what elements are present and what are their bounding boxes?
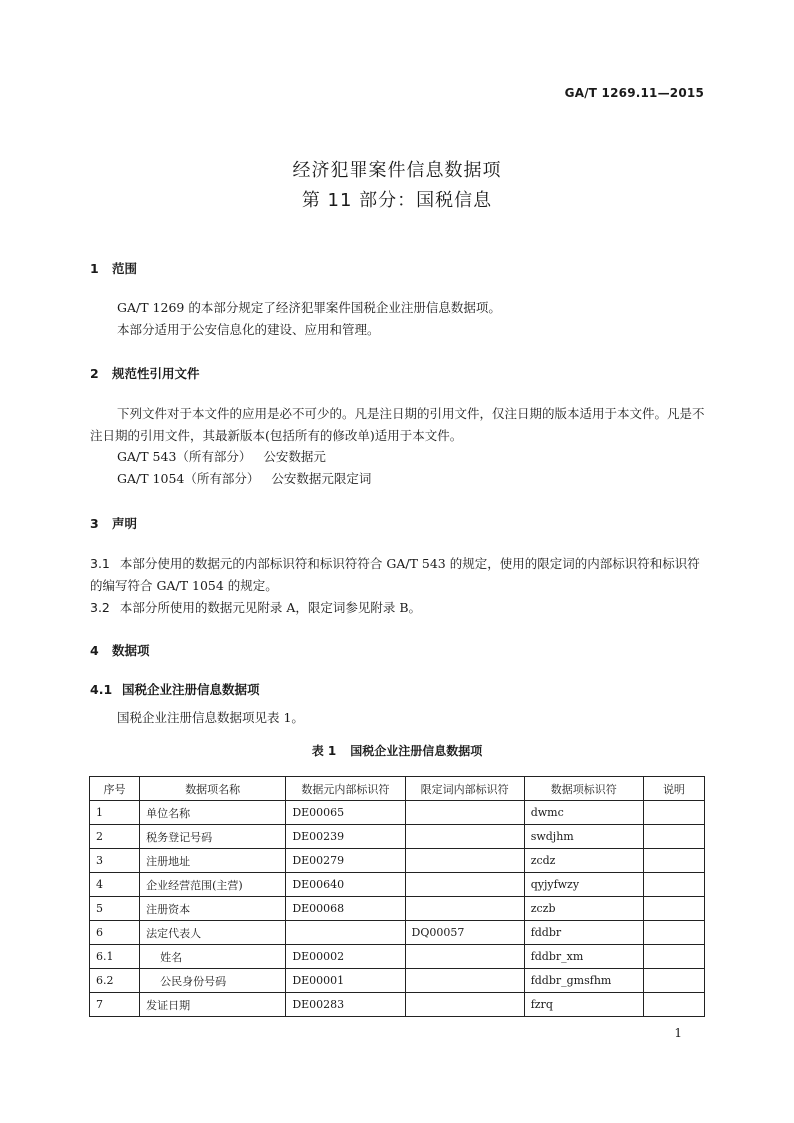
cell-seq: 1 <box>90 801 140 825</box>
cell-note <box>643 945 704 969</box>
table-row <box>90 873 705 897</box>
document-title: 经济犯罪案件信息数据项 <box>292 160 502 181</box>
cell-dq <box>405 993 524 1017</box>
column-header: 序号 <box>90 777 140 801</box>
cell-dq <box>405 945 524 969</box>
clause-3-2 <box>90 597 705 619</box>
cell-name: 企业经营范围(主营) <box>140 873 286 897</box>
cell-seq: 7 <box>90 993 140 1017</box>
cell-name: 税务登记号码 <box>140 825 286 849</box>
subsection-4-1-heading <box>90 680 260 698</box>
column-header: 数据项名称 <box>140 777 286 801</box>
cell-name: 公民身份号码 <box>140 969 286 993</box>
cell-name: 姓名 <box>140 945 286 969</box>
cell-dq <box>405 849 524 873</box>
clause-text: 本部分使用的数据元的内部标识符和标识符符合 GA/T 543 的规定，使用的限定词的内部标识符和标识符的编写符合 GA/T 1054 的规定。 <box>90 556 700 593</box>
normative-reference <box>117 468 707 490</box>
cell-de: DE00065 <box>286 801 405 825</box>
reference-title: 公安数据元 <box>263 449 326 464</box>
column-header: 数据元内部标识符 <box>286 777 405 801</box>
section-number: 4.1 <box>90 682 113 697</box>
cell-seq: 4 <box>90 873 140 897</box>
section-number: 4 <box>90 643 99 658</box>
cell-id: zczb <box>524 897 643 921</box>
section-3-heading <box>90 514 137 532</box>
column-header: 说明 <box>643 777 704 801</box>
cell-seq: 6 <box>90 921 140 945</box>
section-title: 规范性引用文件 <box>112 366 200 381</box>
cell-note <box>643 873 704 897</box>
cell-de: DE00283 <box>286 993 405 1017</box>
reference-code: GA/T 1054（所有部分） <box>117 471 260 486</box>
cell-de <box>286 921 405 945</box>
table-caption <box>0 742 794 759</box>
section-number: 3 <box>90 516 99 531</box>
table-row <box>90 825 705 849</box>
cell-note <box>643 825 704 849</box>
cell-seq: 2 <box>90 825 140 849</box>
cell-name: 法定代表人 <box>140 921 286 945</box>
cell-note <box>643 921 704 945</box>
section-title: 国税企业注册信息数据项 <box>122 682 260 697</box>
section-number: 1 <box>90 261 99 276</box>
cell-de: DE00640 <box>286 873 405 897</box>
cell-dq <box>405 897 524 921</box>
document-subtitle: 第 11 部分：国税信息 <box>301 190 493 211</box>
paragraph: 下列文件对于本文件的应用是必不可少的。凡是注日期的引用文件，仅注日期的版本适用于本文件。凡是不注日期的引用文件，其最新版本(包括所有的修改单)适用于本文件。 <box>90 406 705 443</box>
reference-title: 公安数据元限定词 <box>271 471 372 486</box>
cell-name: 发证日期 <box>140 993 286 1017</box>
section-title: 声明 <box>112 516 138 531</box>
section-title: 范围 <box>112 261 138 276</box>
table-caption-label: 表 1 <box>311 744 337 758</box>
paragraph: 本部分适用于公安信息化的建设、应用和管理。 <box>117 322 380 337</box>
section-2-heading <box>90 364 200 382</box>
page-number: 1 <box>674 1026 682 1040</box>
cell-id: zcdz <box>524 849 643 873</box>
table-row <box>90 897 705 921</box>
cell-note <box>643 849 704 873</box>
reference-code: GA/T 543（所有部分） <box>117 449 252 464</box>
cell-id: fddbr_gmsfhm <box>524 969 643 993</box>
cell-dq <box>405 969 524 993</box>
paragraph: GA/T 1269 的本部分规定了经济犯罪案件国税企业注册信息数据项。 <box>117 300 501 315</box>
clause-3-1 <box>90 553 705 597</box>
cell-id: fddbr_xm <box>524 945 643 969</box>
table-caption-title: 国税企业注册信息数据项 <box>350 744 483 758</box>
cell-de: DE00068 <box>286 897 405 921</box>
table-row <box>90 849 705 873</box>
cell-dq <box>405 825 524 849</box>
cell-id: swdjhm <box>524 825 643 849</box>
clause-number: 3.1 <box>90 556 110 571</box>
clause-number: 3.2 <box>90 600 110 615</box>
cell-note <box>643 993 704 1017</box>
cell-note <box>643 897 704 921</box>
table-row <box>90 801 705 825</box>
cell-de: DE00002 <box>286 945 405 969</box>
cell-id: fddbr <box>524 921 643 945</box>
table-row <box>90 945 705 969</box>
section-1-heading <box>90 259 137 277</box>
cell-de: DE00279 <box>286 849 405 873</box>
standard-code: GA/T 1269.11—2015 <box>564 86 704 100</box>
cell-seq: 6.1 <box>90 945 140 969</box>
cell-seq: 3 <box>90 849 140 873</box>
cell-id: dwmc <box>524 801 643 825</box>
cell-de: DE00239 <box>286 825 405 849</box>
table-row <box>90 921 705 945</box>
normative-reference <box>117 446 707 468</box>
cell-dq <box>405 873 524 897</box>
table-row <box>90 993 705 1017</box>
column-header: 数据项标识符 <box>524 777 643 801</box>
cell-de: DE00001 <box>286 969 405 993</box>
section-4-heading <box>90 641 150 659</box>
cell-name: 注册地址 <box>140 849 286 873</box>
clause-text: 本部分所使用的数据元见附录 A，限定词参见附录 B。 <box>119 600 422 615</box>
section-number: 2 <box>90 366 99 381</box>
data-items-table <box>89 776 705 1017</box>
section-title: 数据项 <box>112 643 150 658</box>
table-header-row <box>90 777 705 801</box>
paragraph: 国税企业注册信息数据项见表 1。 <box>117 710 304 725</box>
cell-note <box>643 801 704 825</box>
cell-name: 单位名称 <box>140 801 286 825</box>
cell-id: fzrq <box>524 993 643 1017</box>
cell-seq: 5 <box>90 897 140 921</box>
cell-id: qyjyfwzy <box>524 873 643 897</box>
cell-dq: DQ00057 <box>405 921 524 945</box>
column-header: 限定词内部标识符 <box>405 777 524 801</box>
cell-note <box>643 969 704 993</box>
cell-name: 注册资本 <box>140 897 286 921</box>
table-row <box>90 969 705 993</box>
cell-seq: 6.2 <box>90 969 140 993</box>
cell-dq <box>405 801 524 825</box>
